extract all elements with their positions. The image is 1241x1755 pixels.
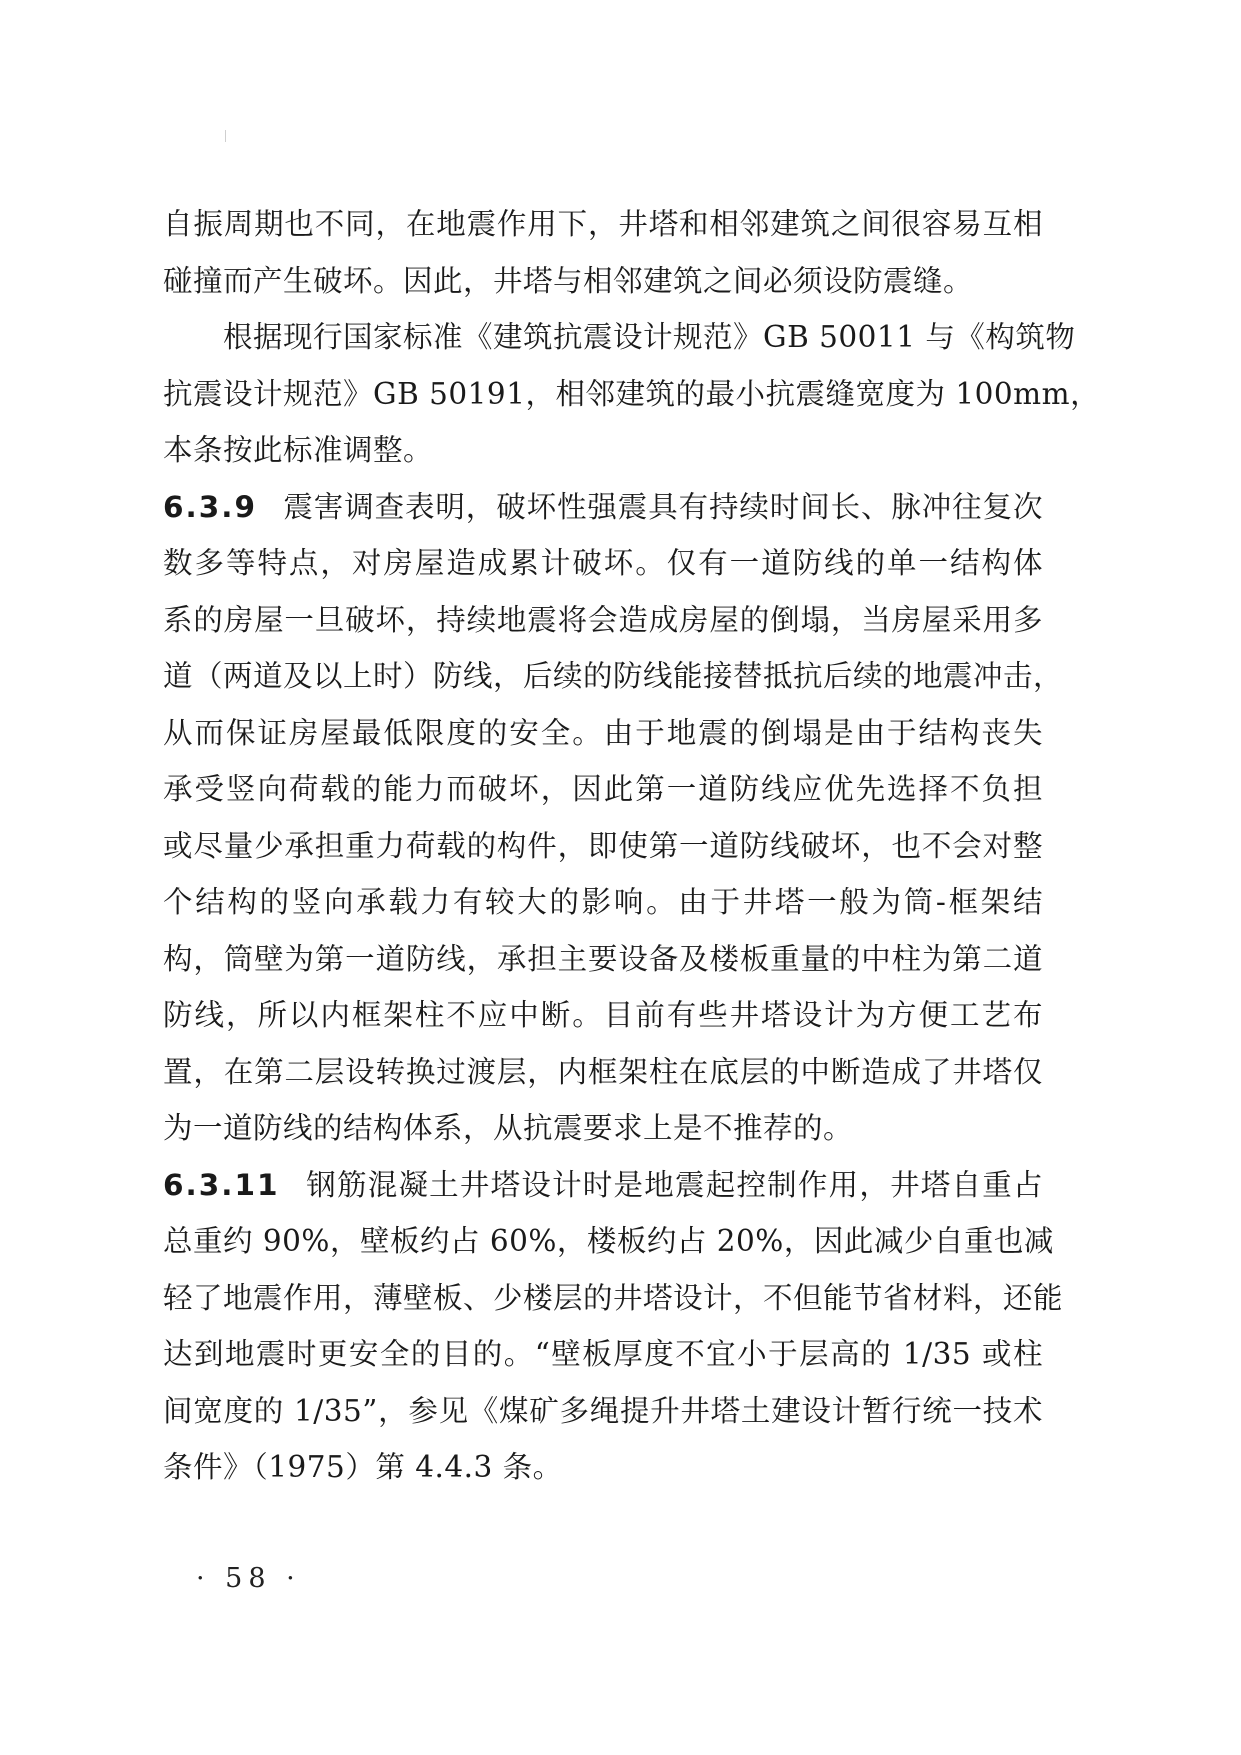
clause-number: 6.3.9 [163,489,257,524]
clause-6-3-9-first-line [163,479,1043,536]
paragraph-line: 构，筒壁为第一道防线，承担主要设备及楼板重量的中柱为第二道 [163,941,1043,976]
paragraph-line: 碰撞而产生破坏。因此，井塔与相邻建筑之间必须设防震缝。 [163,263,974,298]
paragraph-line: 系的房屋一旦破坏，持续地震将会造成房屋的倒塌，当房屋采用多 [163,602,1043,637]
paragraph-line: 本条按此标准调整。 [163,433,434,467]
paragraph-line: 防线，所以内框架柱不应中断。目前有些井塔设计为方便工艺布 [163,998,1043,1032]
paragraph-line: 数多等特点，对房屋造成累计破坏。仅有一道防线的单一结构体 [163,546,1043,580]
paragraph-line: 总重约 90%，壁板约占 60%，楼板约占 20%，因此减少自重也减 [163,1224,1054,1258]
paragraph-line: 条件》（1975）第 4.4.3 条。 [163,1450,563,1484]
paragraph-line: 从而保证房屋最低限度的安全。由于地震的倒塌是由于结构丧失 [163,715,1043,750]
scan-artifact-mark [225,130,226,142]
paragraph-line: 承受竖向荷载的能力而破坏，因此第一道防线应优先选择不负担 [163,772,1043,806]
page-number: · 58 · [196,1563,301,1594]
paragraph-line: 抗震设计规范》GB 50191，相邻建筑的最小抗震缝宽度为 100mm， [163,376,1101,411]
clause-6-3-11-first-line [163,1157,1043,1214]
paragraph-line: 道（两道及以上时）防线，后续的防线能接替抵抗后续的地震冲击， [163,659,1064,693]
body-text [163,196,1101,1496]
paragraph-line: 个结构的竖向承载力有较大的影响。由于井塔一般为筒-框架结 [163,885,1043,919]
paragraph-line: 或尽量少承担重力荷载的构件，即使第一道防线破坏，也不会对整 [163,828,1043,863]
clause-text: 震害调查表明，破坏性强震具有持续时间长、脉冲往复次 [283,489,1043,524]
paragraph-line: 根据现行国家标准《建筑抗震设计规范》GB 50011 与《构筑物 [223,320,1076,354]
paragraph-line: 置，在第二层设转换过渡层，内框架柱在底层的中断造成了井塔仅 [163,1054,1043,1089]
paragraph-line: 达到地震时更安全的目的。“壁板厚度不宜小于层高的 1/35 或柱 [163,1337,1043,1371]
paragraph-line: 轻了地震作用，薄壁板、少楼层的井塔设计，不但能节省材料，还能 [163,1280,1064,1315]
paragraph-line: 为一道防线的结构体系，从抗震要求上是不推荐的。 [163,1111,854,1145]
clause-number: 6.3.11 [163,1167,280,1202]
clause-text: 钢筋混凝土井塔设计时是地震起控制作用，井塔自重占 [305,1167,1043,1202]
paragraph-line: 间宽度的 1/35”，参见《煤矿多绳提升井塔土建设计暂行统一技术 [163,1393,1043,1428]
paragraph-line: 自振周期也不同，在地震作用下，井塔和相邻建筑之间很容易互相 [163,207,1043,241]
